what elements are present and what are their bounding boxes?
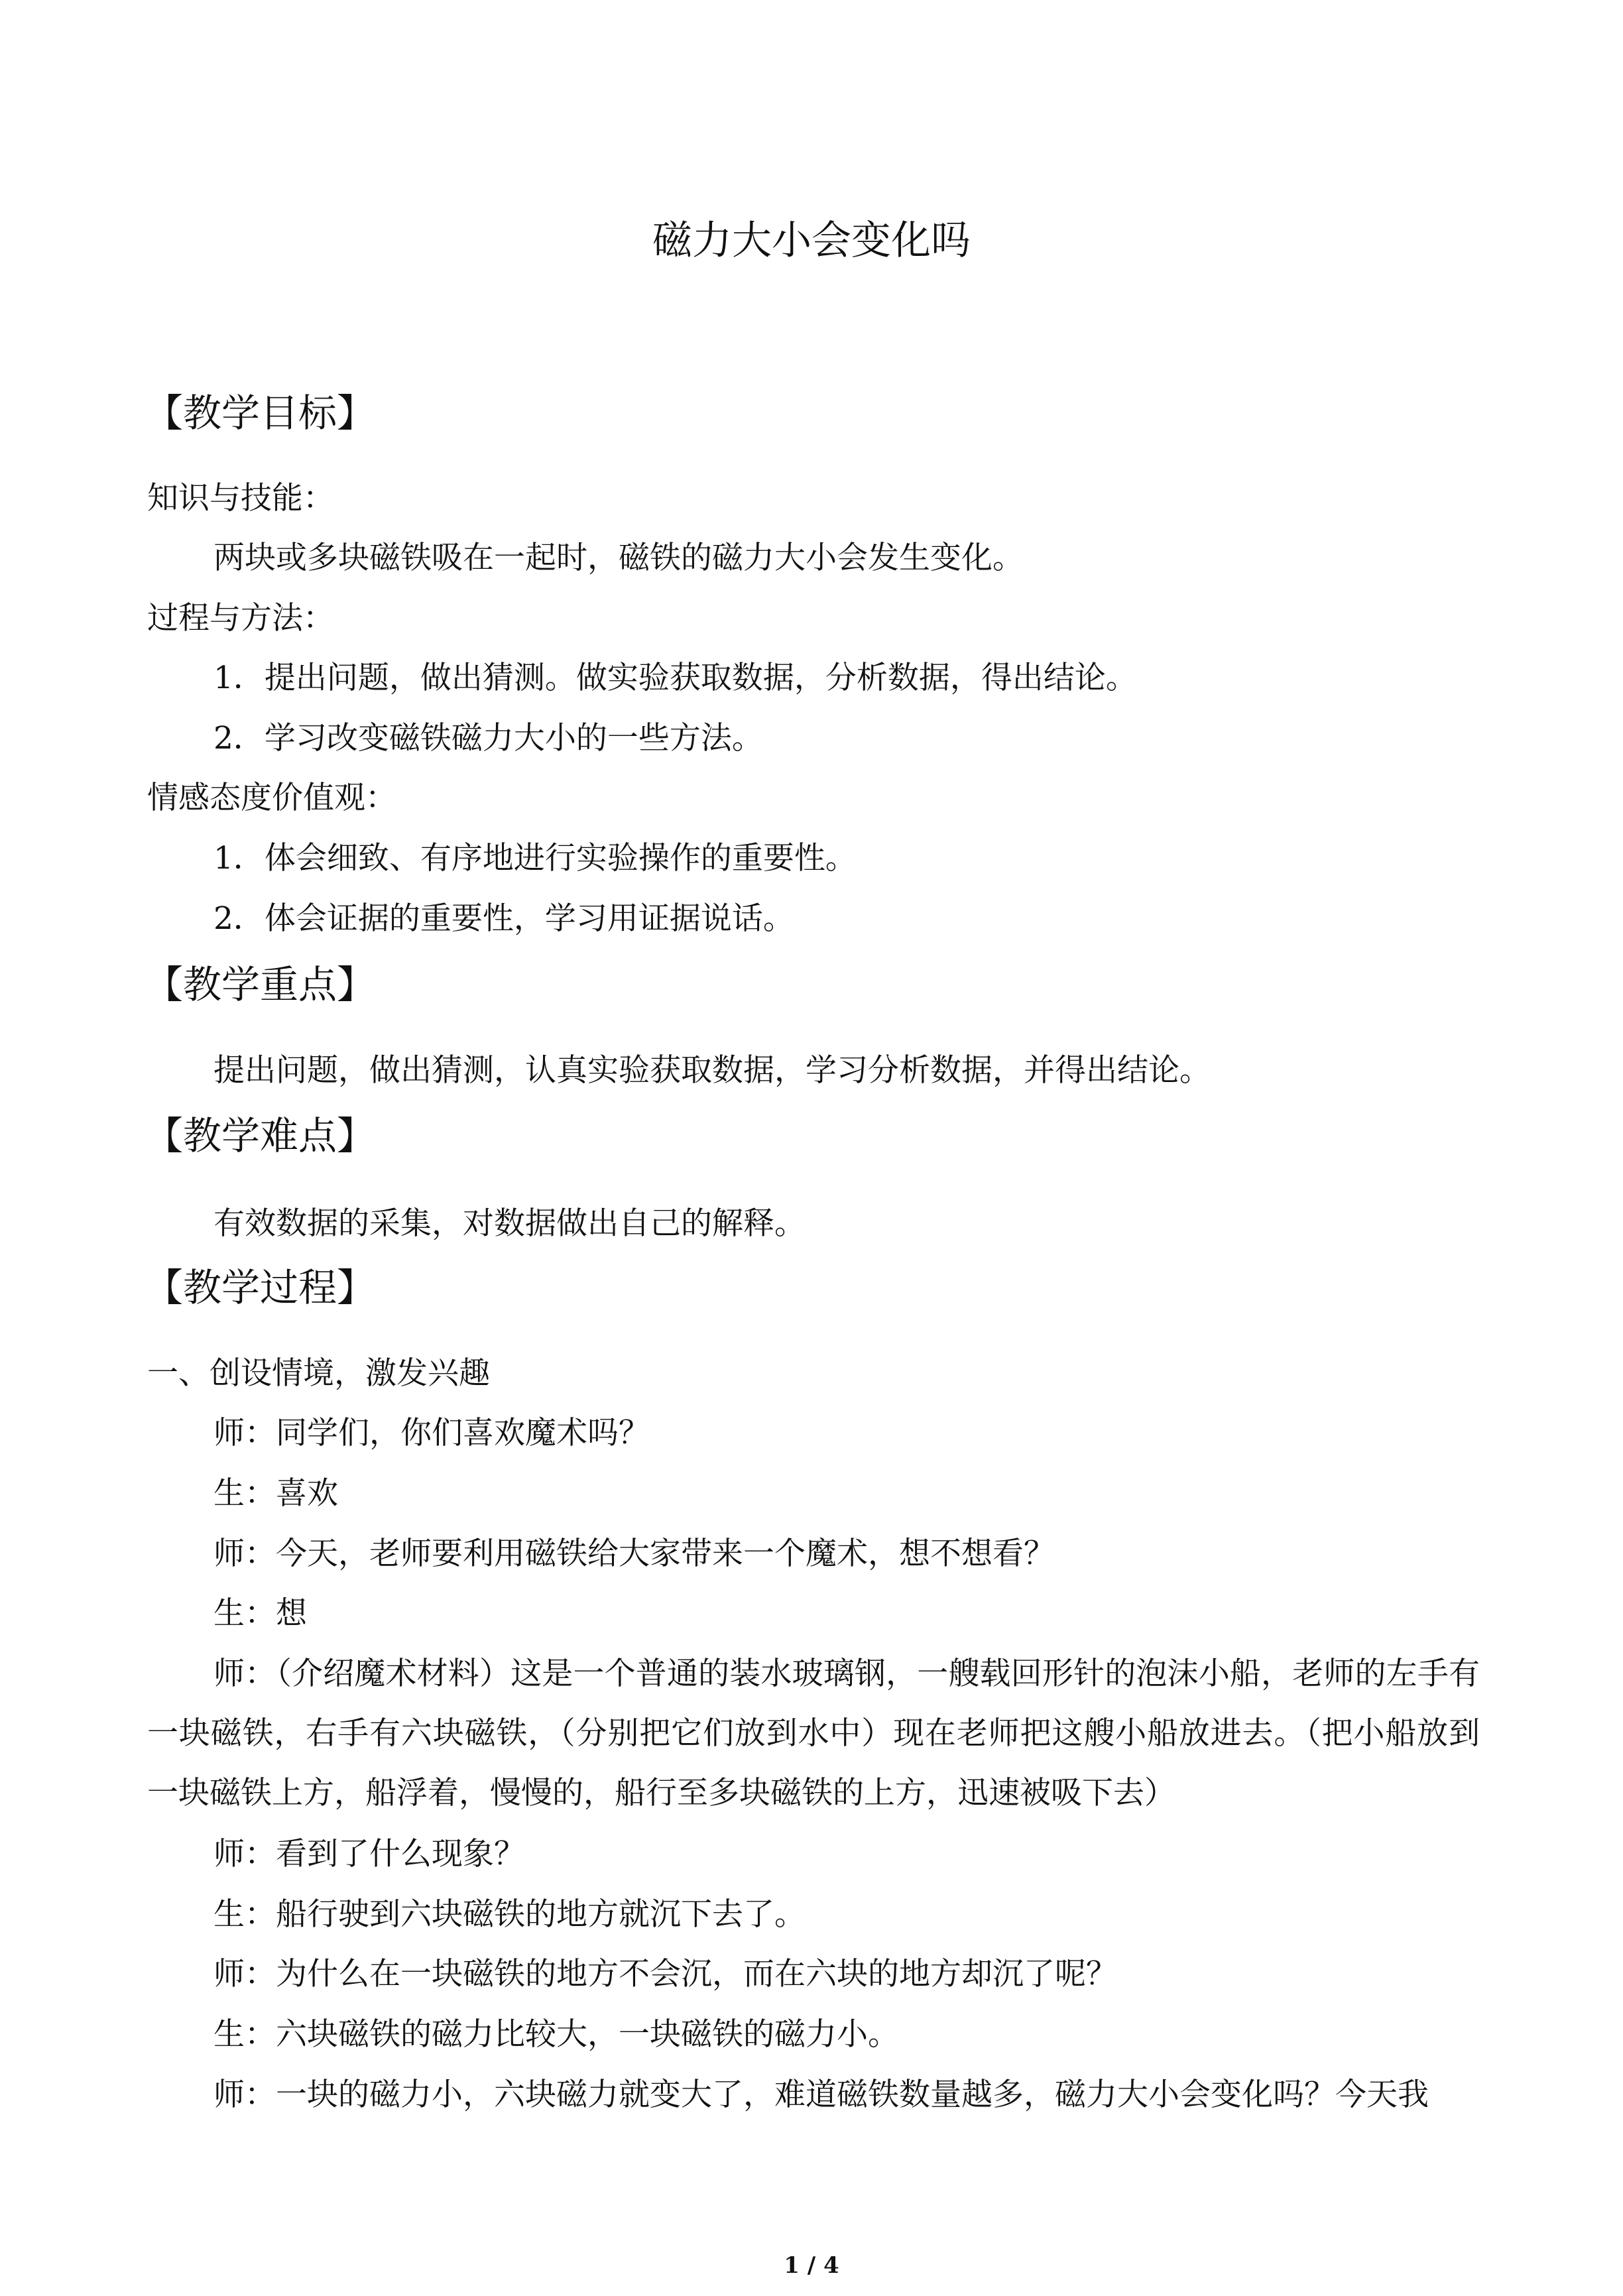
emotion-item-1: 1．体会细致、有序地进行实验操作的重要性。 [213, 840, 857, 876]
method-item-1: 1．提出问题，做出猜测。做实验获取数据，分析数据，得出结论。 [213, 660, 1137, 696]
dialogue-line-4: 生：想 [213, 1595, 307, 1632]
emotion-heading: 情感态度价值观： [147, 780, 396, 816]
section-heading-key: 【教学重点】 [145, 962, 376, 1007]
process-paragraph: 师：（介绍魔术材料）这是一个普通的装水玻璃钢，一艘载回形针的泡沫小船，老师的左手有一块磁铁，右手有六块磁铁，（分别把它们放到水中）现在老师把这艘小船放进去。（把小船放到一块磁铁上方，船浮着，慢慢的，船行至多块磁铁的上方，迅速被吸下去） [147, 1656, 1480, 1811]
method-item-2: 2．学习改变磁铁磁力大小的一些方法。 [213, 720, 763, 756]
dialogue-line-3: 师：今天，老师要利用磁铁给大家带来一个魔术，想不想看？ [213, 1536, 1055, 1572]
difficult-text: 有效数据的采集，对数据做出自己的解释。 [213, 1205, 806, 1242]
dialogue-line-1: 师：同学们，你们喜欢魔术吗？ [213, 1415, 650, 1451]
section-heading-process: 【教学过程】 [145, 1265, 376, 1310]
dialogue2-line-3: 师：为什么在一块磁铁的地方不会沉，而在六块的地方却沉了呢？ [213, 1956, 1117, 1992]
document-title: 磁力大小会变化吗 [652, 217, 971, 264]
dialogue2-line-4: 生：六块磁铁的磁力比较大，一块磁铁的磁力小。 [213, 2016, 899, 2053]
emotion-item-2: 2．体会证据的重要性，学习用证据说话。 [213, 900, 794, 937]
process-step1-heading: 一、创设情境，激发兴趣 [147, 1355, 490, 1392]
section-heading-difficult: 【教学难点】 [145, 1113, 376, 1158]
page-number: 1 / 4 [784, 2252, 839, 2279]
key-text: 提出问题，做出猜测，认真实验获取数据，学习分析数据，并得出结论。 [213, 1052, 1211, 1089]
dialogue2-line-1: 师：看到了什么现象？ [213, 1836, 525, 1872]
knowledge-heading: 知识与技能： [147, 480, 334, 516]
knowledge-text: 两块或多块磁铁吸在一起时，磁铁的磁力大小会发生变化。 [213, 540, 1024, 576]
method-heading: 过程与方法： [147, 600, 334, 636]
dialogue-line-2: 生：喜欢 [213, 1475, 338, 1512]
section-heading-goals: 【教学目标】 [145, 391, 376, 436]
dialogue2-line-5: 师：一块的磁力小，六块磁力就变大了，难道磁铁数量越多，磁力大小会变化吗？今天我 [213, 2077, 1429, 2113]
dialogue2-line-2: 生：船行驶到六块磁铁的地方就沉下去了。 [213, 1896, 806, 1933]
